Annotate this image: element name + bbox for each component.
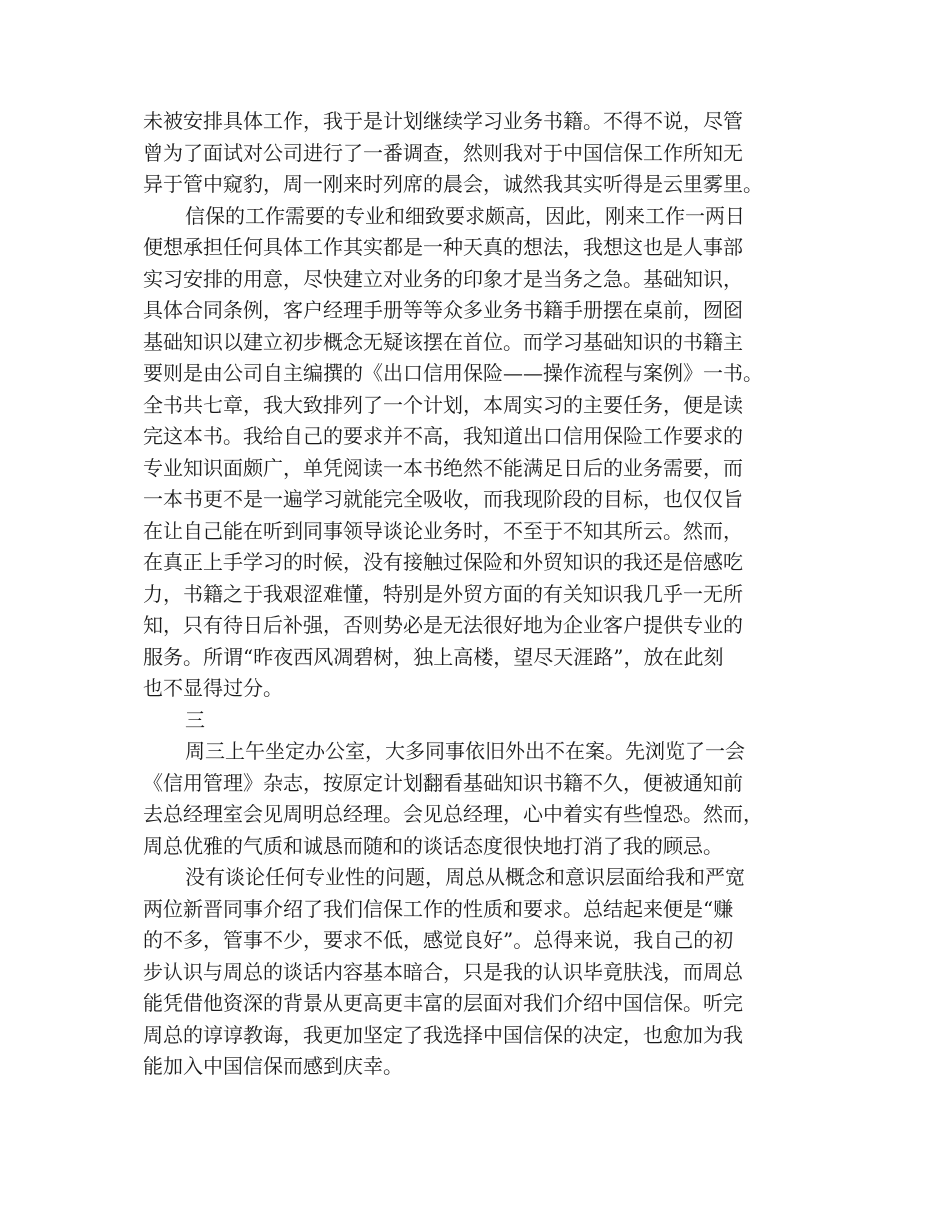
text-line: 周三上午坐定办公室，大多同事依旧外出不在案。先浏览了一会 [185,739,745,763]
text-line: 未被安排具体工作，我于是计划继续学习业务书籍。不得不说，尽管 [143,109,743,133]
text-line: 步认识与周总的谈话内容基本暗合，只是我的认识毕竟肤浅，而周总 [143,959,743,984]
paragraph-meeting [143,736,808,862]
text-line: 一本书更不是一遍学习就能完全吸收，而我现阶段的目标，也仅仅旨 [143,487,743,511]
text-line: 要则是由公司自主编撰的《出口信用保险——操作流程与案例》一书。 [143,361,763,385]
paragraph-continued [143,106,808,201]
text-line: 专业知识面颇广，单凭阅读一本书绝然不能满足日后的业务需要，而 [143,455,743,480]
paragraph-study-plan [143,201,808,705]
text-line: 《信用管理》杂志，按原定计划翻看基础知识书籍不久，便被通知前 [143,770,743,795]
text-line: 在真正上手学习的时候，没有接触过保险和外贸知识的我还是倍感吃 [143,550,743,574]
text-line: 全书共七章，我大致排列了一个计划，本周实习的主要任务，便是读 [143,392,743,417]
document-body [143,106,808,1083]
text-line: 实习安排的用意，尽快建立对业务的印象才是当务之急。基础知识， [143,266,743,291]
text-line: 具体合同条例，客户经理手册等等众多业务书籍手册摆在桌前，囫囵 [143,298,743,322]
text-line: 两位新晋同事介绍了我们信保工作的性质和要求。总结起来便是“赚 [143,896,734,921]
text-line: 在让自己能在听到同事领导谈论业务时，不至于不知其所云。然而， [143,518,743,543]
text-line: 服务。所谓“昨夜西风凋碧树，独上高楼，望尽天涯路”，放在此刻 [143,644,724,669]
text-line: 完这本书。我给自己的要求并不高，我知道出口信用保险工作要求的 [143,424,743,448]
text-line: 知，只有待日后补强，否则势必是无法很好地为企业客户提供专业的 [143,613,743,637]
text-line: 去总经理室会见周明总经理。会见总经理，心中着实有些惶恐。然而， [143,802,763,826]
text-line: 也不显得过分。 [143,676,283,700]
text-line: 力，书籍之于我艰涩难懂，特别是外贸方面的有关知识我几乎一无所 [143,581,743,606]
text-line: 能加入中国信保而感到庆幸。 [143,1054,403,1078]
text-line: 基础知识以建立初步概念无疑该摆在首位。而学习基础知识的书籍主 [143,329,743,354]
section-heading [143,705,808,737]
text-line: 曾为了面试对公司进行了一番调查，然则我对于中国信保工作所知无 [143,140,743,165]
text-line: 没有谈论任何专业性的问题，周总从概念和意识层面给我和严宽 [185,865,745,889]
text-line: 能凭借他资深的背景从更高更丰富的层面对我们介绍中国信保。听完 [143,991,743,1015]
text-line: 周总的谆谆教诲，我更加坚定了我选择中国信保的决定，也愈加为我 [143,1022,743,1047]
text-line: 便想承担任何具体工作其实都是一种天真的想法，我想这也是人事部 [143,235,743,259]
text-line: 异于管中窥豹，周一刚来时列席的晨会，诚然我其实听得是云里雾里。 [143,172,763,196]
text-line: 周总优雅的气质和诚恳而随和的谈话态度很快地打消了我的顾忌。 [143,833,723,858]
text-line: 信保的工作需要的专业和细致要求颇高，因此，刚来工作一两日 [185,203,745,228]
text-line: 的不多，管事不少，要求不低，感觉良好”。总得来说，我自己的初 [143,928,734,952]
paragraph-conclusion [143,862,808,1083]
section-number: 三 [185,707,205,732]
